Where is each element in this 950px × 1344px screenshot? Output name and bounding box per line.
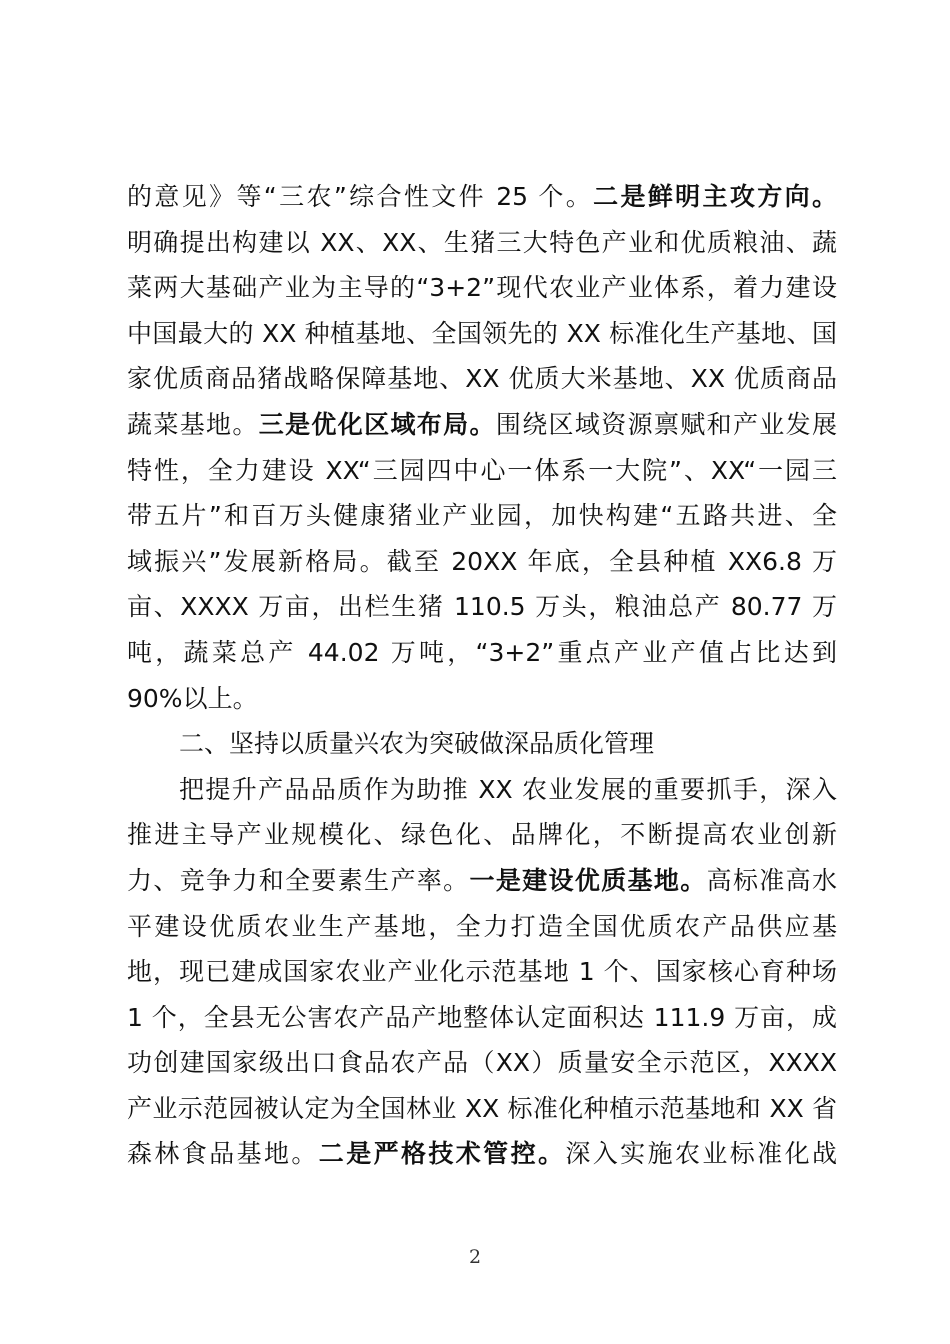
text-line bbox=[127, 448, 837, 494]
text-segment: 特性，全力建设 XX“三园四中心一体系一大院”、XX“一园三 bbox=[127, 455, 837, 485]
text-segment: 域振兴”发展新格局。截至 20XX 年底，全县种植 XX6.8 万 bbox=[127, 546, 837, 576]
text-line bbox=[127, 812, 837, 858]
text-segment: 带五片”和百万头健康猪业产业园，加快构建“五路共进、全 bbox=[127, 501, 837, 531]
text-segment: 菜两大基础产业为主导的“3+2”现代农业产业体系，着力建设 bbox=[127, 273, 837, 303]
text-line bbox=[127, 220, 837, 266]
bold-keyphrase: 二是鲜明主攻方向。 bbox=[593, 182, 837, 211]
text-line bbox=[127, 493, 837, 539]
text-segment: 家优质商品猪战略保障基地、XX 优质大米基地、XX 优质商品 bbox=[127, 364, 837, 394]
text-line bbox=[127, 676, 837, 722]
text-line bbox=[127, 630, 837, 676]
text-line bbox=[127, 767, 837, 813]
text-line bbox=[127, 265, 837, 311]
section-heading bbox=[127, 721, 837, 767]
text-segment: 把提升产品品质作为助推 XX 农业发展的重要抓手，深入 bbox=[179, 774, 837, 804]
text-line bbox=[127, 1040, 837, 1086]
text-line bbox=[127, 539, 837, 585]
text-segment: 深入实施农业标准化战 bbox=[565, 1139, 837, 1169]
text-segment: 围绕区域资源禀赋和产业发展 bbox=[495, 409, 837, 439]
text-segment: 功创建国家级出口食品农产品（XX）质量安全示范区，XXXX bbox=[127, 1048, 837, 1078]
text-segment: 推进主导产业规模化、绿色化、品牌化，不断提高农业创新 bbox=[127, 820, 837, 850]
bold-keyphrase: 三是优化区域布局。 bbox=[258, 409, 496, 439]
text-segment: 森林食品基地。 bbox=[127, 1139, 319, 1169]
text-segment: 蔬菜基地。 bbox=[127, 409, 259, 439]
bold-keyphrase: 一是建设优质基地。 bbox=[469, 865, 707, 895]
text-segment: 产业示范园被认定为全国林业 XX 标准化种植示范基地和 XX 省 bbox=[127, 1093, 837, 1123]
bold-keyphrase: 二是严格技术管控。 bbox=[318, 1139, 566, 1169]
text-segment: 力、竞争力和全要素生产率。 bbox=[127, 865, 470, 895]
text-line bbox=[127, 1086, 837, 1132]
text-line bbox=[127, 174, 837, 220]
text-line bbox=[127, 904, 837, 950]
text-segment: 中国最大的 XX 种植基地、全国领先的 XX 标准化生产基地、国 bbox=[127, 318, 837, 348]
text-line bbox=[127, 356, 837, 402]
text-line bbox=[127, 1131, 837, 1177]
text-line bbox=[127, 584, 837, 630]
text-segment: 的意见》等“三农”综合性文件 25 个。 bbox=[127, 182, 594, 211]
text-segment: 地，现已建成国家农业产业化示范基地 1 个、国家核心育种场 bbox=[127, 957, 837, 987]
text-segment: 90%以上。 bbox=[127, 683, 258, 713]
document-body bbox=[127, 174, 837, 1177]
text-line bbox=[127, 402, 837, 448]
text-segment: 吨，蔬菜总产 44.02 万吨，“3+2”重点产业产值占比达到 bbox=[127, 637, 837, 667]
text-segment: 高标准高水 bbox=[706, 865, 837, 895]
text-line bbox=[127, 995, 837, 1041]
page-number: 2 bbox=[468, 1246, 482, 1268]
text-segment: 1 个，全县无公害农产品产地整体认定面积达 111.9 万亩，成 bbox=[127, 1002, 837, 1032]
text-line bbox=[127, 858, 837, 904]
text-segment: 明确提出构建以 XX、XX、生猪三大特色产业和优质粮油、蔬 bbox=[127, 227, 837, 257]
text-segment: 亩、XXXX 万亩，出栏生猪 110.5 万头，粮油总产 80.77 万 bbox=[127, 592, 837, 622]
text-line bbox=[127, 311, 837, 357]
text-line bbox=[127, 949, 837, 995]
text-segment: 二、坚持以质量兴农为突破做深品质化管理 bbox=[179, 729, 655, 759]
text-segment: 平建设优质农业生产基地，全力打造全国优质农产品供应基 bbox=[127, 911, 837, 941]
